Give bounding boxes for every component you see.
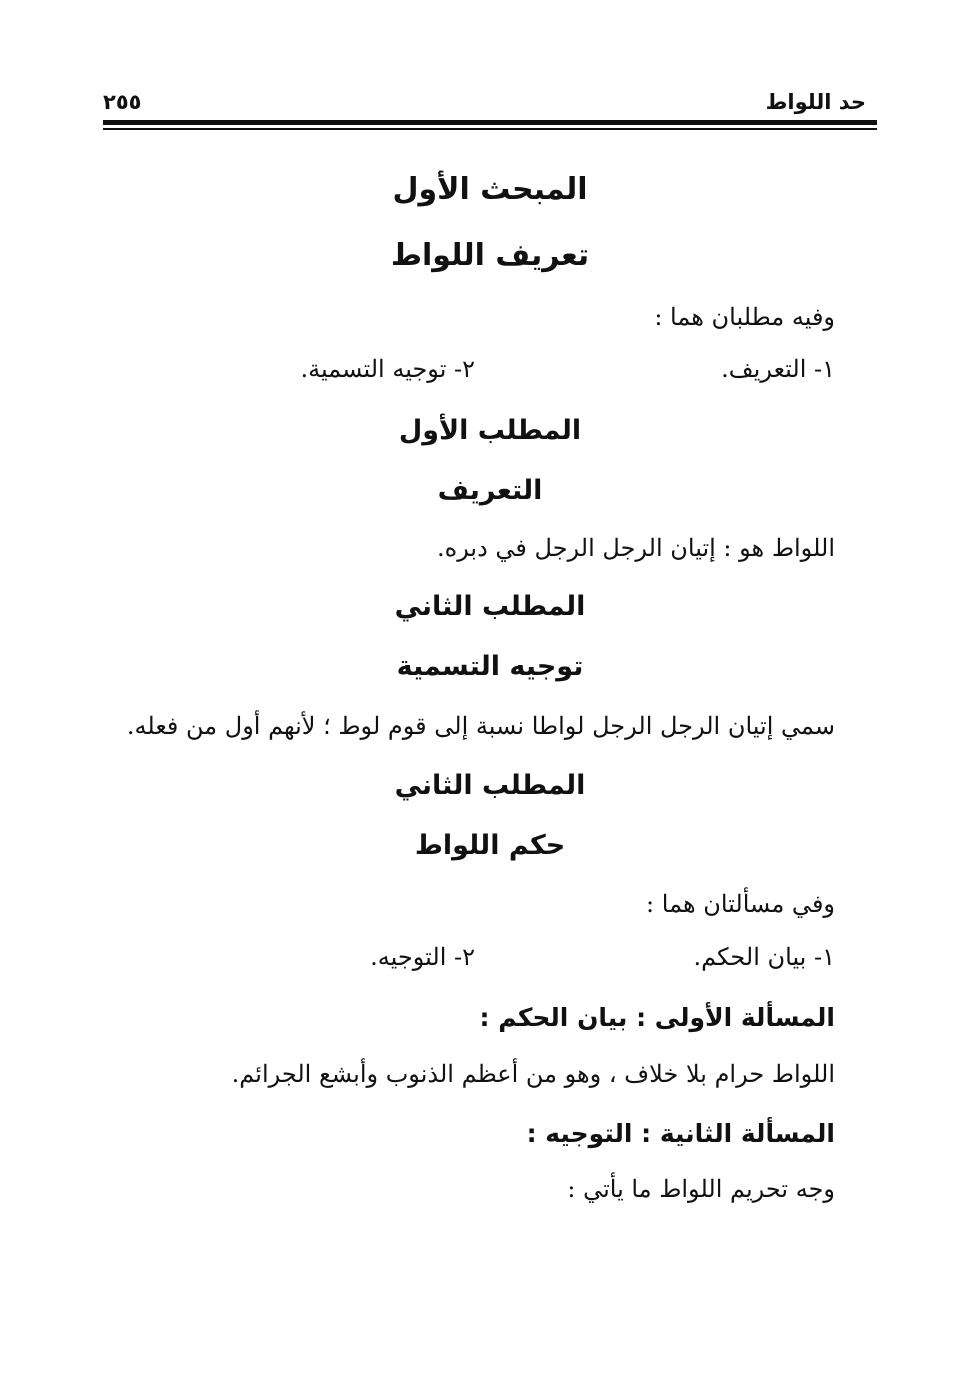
issue-paragraph: وجه تحريم اللواط ما يأتي : bbox=[567, 1175, 835, 1203]
chapter-heading: المبحث الأول bbox=[392, 172, 588, 207]
intro-paragraph: وفيه مطلبان هما : bbox=[654, 303, 835, 331]
issue-paragraph: اللواط حرام بلا خلاف ، وهو من أعظم الذنوب وأبشع الجرائم. bbox=[231, 1060, 835, 1088]
naming-paragraph: سمي إتيان الرجل الرجل لواطا نسبة إلى قوم لوط ؛ لأنهم أول من فعله. bbox=[126, 712, 835, 740]
header-rule-thick bbox=[103, 120, 877, 125]
header-rule-thin bbox=[103, 128, 877, 130]
section-heading: المطلب الثاني bbox=[394, 770, 586, 801]
issue-heading: المسألة الأولى : بيان الحكم : bbox=[479, 1003, 835, 1032]
section-heading: المطلب الأول bbox=[398, 415, 582, 446]
list-item: ١- التعريف. bbox=[721, 355, 835, 383]
section-heading: المطلب الثاني bbox=[394, 591, 586, 622]
section-title: توجيه التسمية bbox=[396, 651, 584, 682]
intro-paragraph: وفي مسألتان هما : bbox=[646, 890, 835, 918]
definition-paragraph: اللواط هو : إتيان الرجل الرجل في دبره. bbox=[436, 534, 835, 562]
chapter-title: تعريف اللواط bbox=[390, 238, 590, 273]
section-title: التعريف bbox=[437, 475, 543, 506]
section-title: حكم اللواط bbox=[414, 830, 566, 861]
intro-list bbox=[180, 940, 835, 974]
list-item: ٢- التوجيه. bbox=[370, 943, 475, 971]
list-item: ١- بيان الحكم. bbox=[693, 943, 835, 971]
running-header-title: حد اللواط bbox=[765, 90, 866, 114]
intro-list bbox=[180, 352, 835, 386]
page-number: ٢٥٥ bbox=[103, 90, 142, 114]
issue-heading: المسألة الثانية : التوجيه : bbox=[526, 1119, 835, 1148]
list-item: ٢- توجيه التسمية. bbox=[300, 355, 475, 383]
